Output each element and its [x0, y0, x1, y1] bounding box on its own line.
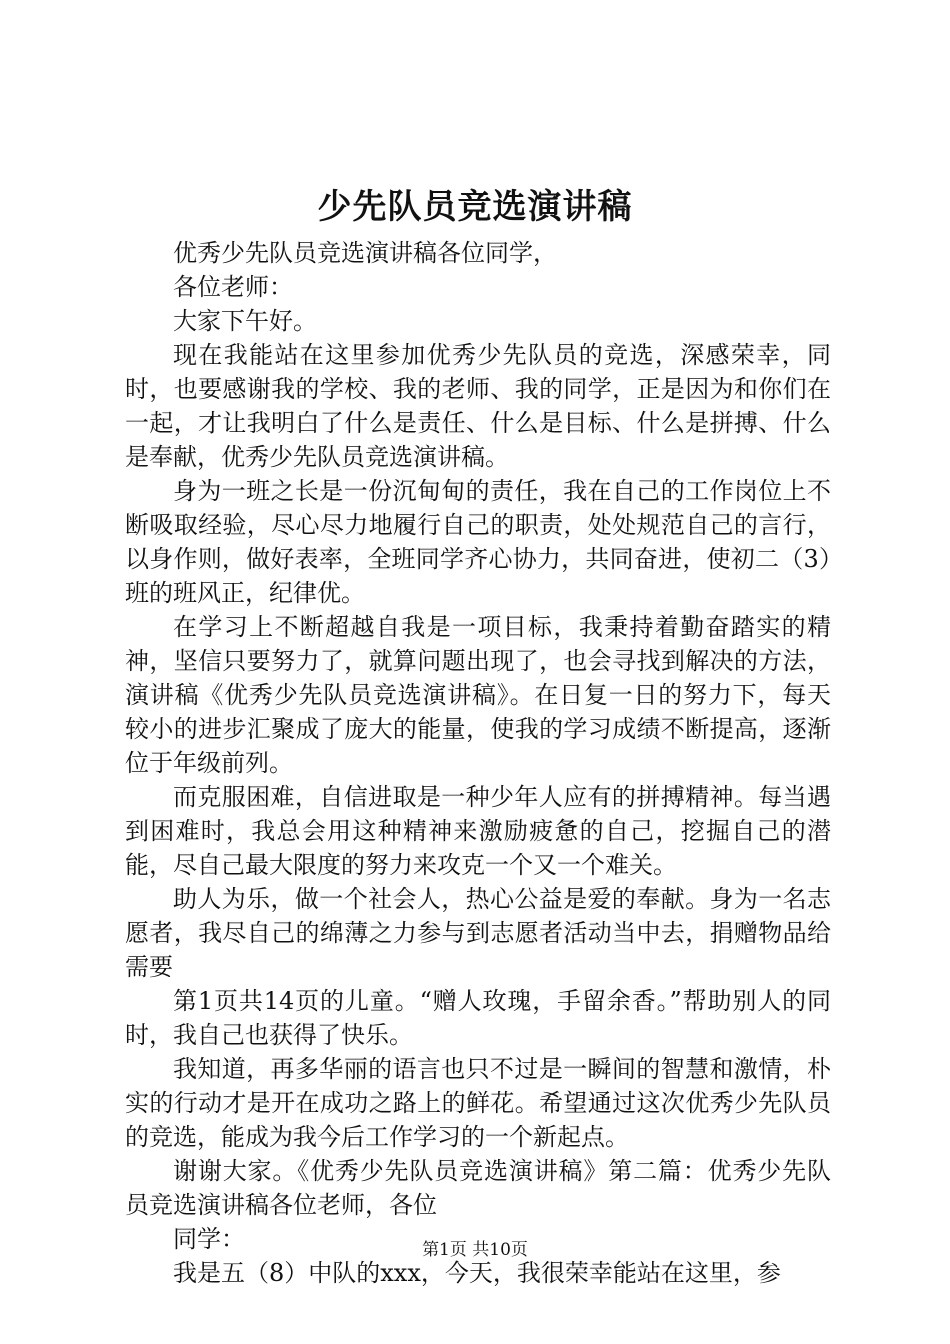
paragraph-7: 而克服困难，自信进取是一种少年人应有的拼搏精神。每当遇到困难时，我总会用这种精神来激励疲惫的自己，挖掘自己的潜能，尽自己最大限度的努力来攻克一个又一个难关。 — [125, 783, 831, 879]
document-body — [125, 236, 831, 1290]
paragraph-2: 各位老师： — [173, 273, 293, 301]
paragraph-5: 身为一班之长是一份沉甸甸的责任，我在自己的工作岗位上不断吸取经验，尽心尽力地履行自己的职责，处处规范自己的言行，以身作则，做好表率，全班同学齐心协力，共同奋进，使初二（3）班的班风正，纪律优。 — [125, 477, 831, 607]
paragraph-9: 第1页共14页的儿童。“赠人玫瑰，手留余香。”帮助别人的同时，我自己也获得了快乐。 — [125, 987, 831, 1049]
paragraph-12: 同学： — [173, 1225, 245, 1253]
paragraph-1: 优秀少先队员竞选演讲稿各位同学， — [173, 239, 557, 267]
paragraph-3: 大家下午好。 — [173, 307, 317, 335]
paragraph-11: 谢谢大家。《优秀少先队员竞选演讲稿》第二篇：优秀少先队员竞选演讲稿各位老师，各位 — [125, 1157, 831, 1219]
paragraph-13: 我是五（8）中队的xxx，今天，我很荣幸能站在这里，参 — [173, 1259, 781, 1287]
paragraph-4: 现在我能站在这里参加优秀少先队员的竞选，深感荣幸，同时，也要感谢我的学校、我的老师、我的同学，正是因为和你们在一起，才让我明白了什么是责任、什么是目标、什么是拼搏、什么是奉献，优秀少先队员竞选演讲稿。 — [125, 341, 831, 471]
paragraph-10: 我知道，再多华丽的语言也只不过是一瞬间的智慧和激情，朴实的行动才是开在成功之路上的鲜花。希望通过这次优秀少先队员的竞选，能成为我今后工作学习的一个新起点。 — [125, 1055, 831, 1151]
page-footer: 第1页 共10页 — [422, 1240, 528, 1260]
paragraph-8: 助人为乐，做一个社会人，热心公益是爱的奉献。身为一名志愿者，我尽自己的绵薄之力参与到志愿者活动当中去，捐赠物品给需要 — [125, 885, 831, 981]
paragraph-6: 在学习上不断超越自我是一项目标，我秉持着勤奋踏实的精神，坚信只要努力了，就算问题出现了，也会寻找到解决的方法，演讲稿《优秀少先队员竞选演讲稿》。在日复一日的努力下，每天较小的进步汇聚成了庞大的能量，使我的学习成绩不断提高，逐渐位于年级前列。 — [125, 613, 831, 777]
document-title: 少先队员竞选演讲稿 — [317, 187, 633, 227]
